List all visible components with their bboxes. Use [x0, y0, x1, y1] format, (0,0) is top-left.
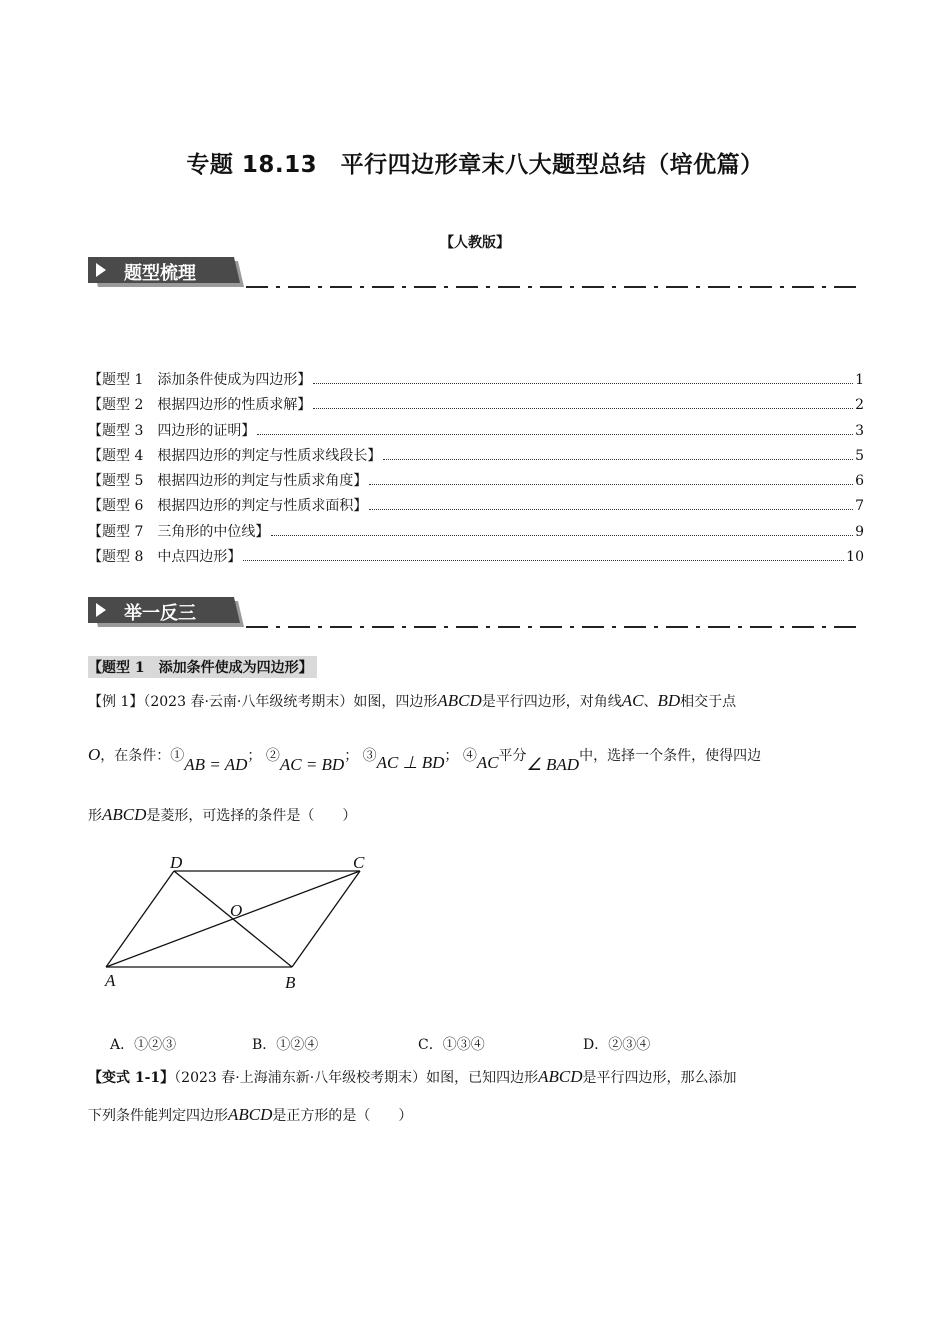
label-D: D	[170, 853, 183, 872]
toc-row[interactable]: 【题型 1 添加条件使成为四边形】 1	[88, 372, 864, 388]
label-A: A	[105, 971, 116, 990]
variant-1-1-line-1: 【变式 1-1】（2023 春·上海浦东新·八年级校考期末）如图，已知四边形ABCD是平行四边形，那么添加	[88, 1067, 737, 1086]
banner-practice-label: 举一反三	[124, 603, 196, 624]
example-1-line-1: 【例 1】（2023 春·云南·八年级统考期末）如图，四边形ABCD是平行四边形，对角线AC、BD相交于点	[88, 691, 737, 710]
choice-a[interactable]: A．①②③	[110, 1037, 177, 1053]
label-B: B	[285, 973, 296, 992]
choice-d[interactable]: D．②③④	[583, 1037, 651, 1053]
toc-row[interactable]: 【题型 2 根据四边形的性质求解】 2	[88, 397, 864, 414]
table-of-contents	[88, 369, 864, 571]
toc-row[interactable]: 【题型 8 中点四边形】 10	[88, 549, 864, 566]
dash-divider	[246, 624, 864, 630]
section-heading: 【题型 1 添加条件使成为四边形】	[88, 656, 317, 678]
toc-row[interactable]: 【题型 4 根据四边形的判定与性质求线段长】 5	[88, 447, 864, 464]
choice-c[interactable]: C．①③④	[418, 1037, 485, 1053]
banner-overview-label: 题型梳理	[124, 263, 196, 284]
side-CB	[292, 871, 360, 967]
label-C: C	[353, 853, 365, 872]
label-O: O	[230, 901, 243, 920]
edition-label: 【人教版】	[440, 235, 510, 251]
toc-row[interactable]: 【题型 3 四边形的证明】 3	[88, 422, 864, 439]
variant-1-1-line-2: 下列条件能判定四边形ABCD是正方形的是（ ）	[88, 1105, 413, 1124]
side-AD	[106, 871, 174, 967]
toc-row[interactable]: 【题型 6 根据四边形的判定与性质求面积】 7	[88, 498, 864, 515]
dash-divider	[246, 284, 864, 290]
choice-b[interactable]: B．①②④	[252, 1037, 319, 1053]
toc-row[interactable]: 【题型 7 三角形的中位线】 9	[88, 523, 864, 540]
example-1-line-2: O，在条件：①AB = AD； ②AC = BD； ③AC ⊥ BD； ④AC平分∠ BAD中，选择一个条件，使得四边	[88, 745, 762, 774]
example-1-line-3: 形ABCD是菱形，可选择的条件是（ ）	[88, 805, 357, 824]
page-title: 专题 18.13 平行四边形章末八大题型总结（培优篇）	[186, 152, 764, 178]
toc-row[interactable]: 【题型 5 根据四边形的判定与性质求角度】 6	[88, 473, 864, 490]
parallelogram-figure	[100, 846, 390, 996]
